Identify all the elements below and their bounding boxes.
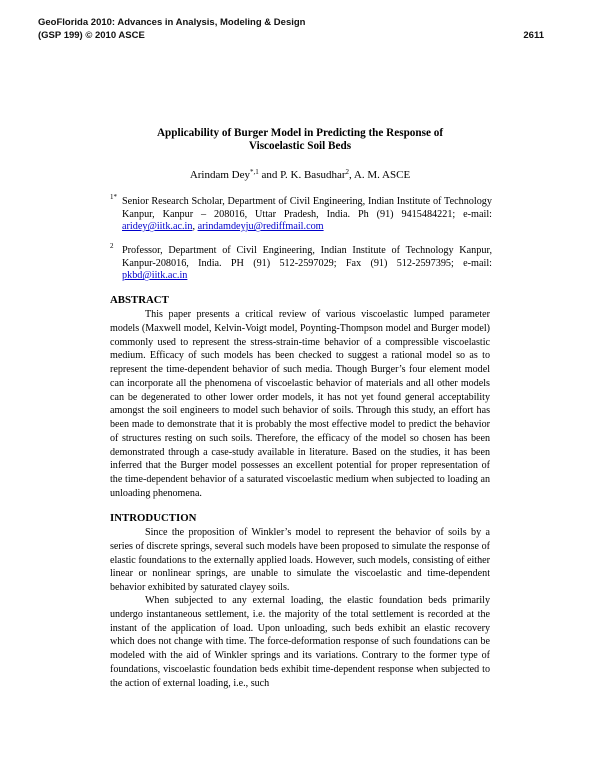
author-line <box>0 169 600 181</box>
email-separator: , <box>192 221 198 233</box>
author-1: Arindam Dey <box>189 169 250 181</box>
introduction-paragraph-2: When subjected to any external loading, the elastic foundation beds primarily undergo instantaneous settlement, i.e. the majority of the total settlement is recorded at the instant of the application of load. Upon unloading, such beds exhibit an elastic recovery which does not change with time. The force-deformation response of such foundations can be modeled with the aid of Winkler springs and its variations. Contrary to the former type of foundations, viscoelastic foundation beds exhibit time-dependent response when subjected to the action of external loading, i.e., such <box>110 595 490 689</box>
introduction-heading: INTRODUCTION <box>110 512 197 524</box>
author-suffix: , A. M. ASCE <box>349 169 411 181</box>
paper-title-line-1: Applicability of Burger Model in Predicting the Response of <box>156 127 444 139</box>
affiliation-2-marker: 2 <box>110 242 114 250</box>
author-2: and P. K. Basudhar <box>258 169 346 181</box>
introduction-paragraph-1: Since the proposition of Winkler’s model to represent the behavior of soils by a series of discrete springs, several such models have been proposed to simulate the response of elastic foundations to the externally applied loads. However, such models, consisting of either linear or nonlinear springs, are unable to simulate the viscoelastic and time-dependent behavior exhibited by saturated clayey soils. <box>110 527 490 593</box>
email-link-pkbd[interactable]: pkbd@iitk.ac.in <box>122 270 188 282</box>
author-2-marker: 2 <box>345 168 350 176</box>
abstract-text: This paper presents a critical review of various viscoelastic lumped parameter models (Maxwell model, Kelvin-Voigt model, Poynting-Thompson model and Burger model) commonly used to represent the stress-strain-time behavior of a compressible viscoelastic medium. Efficacy of such models has been checked to suggest a rational model so as to represent the time-dependent behavior of such media. Though Burger’s four element model can incorporate all the phenomena of viscoelastic behavior of materials and all other models can be degenerated to other lower order models, it has not yet found general acceptability amongst the soil engineers to model such behavior of soils. Through this study, an effort has been made to demonstrate that it is probably the most effective model to predict the behavior of structures resting on such soils. Therefore, the efficacy of the model so chosen has been demonstrated through a case-study available in literature. Based on the studies, it has been inferred that the Burger model possesses an excellent potential for proper representation of the time-dependent behavior of a saturated viscoelastic medium when subjected to loading an unloading phenomena. <box>110 309 490 499</box>
author-1-marker: *,1 <box>250 168 259 176</box>
email-link-arindamdeyju[interactable]: arindamdeyju@rediffmail.com <box>197 221 324 233</box>
affiliation-2 <box>122 245 492 283</box>
page-number: 2611 <box>523 30 544 41</box>
affiliation-1-text: Senior Research Scholar, Department of Civil Engineering, Indian Institute of Technology Kanpur, Kanpur – 208016, Uttar Pradesh, India. Ph (91) 9415484221; e-mail: <box>122 196 492 220</box>
journal-header: GeoFlorida 2010: Advances in Analysis, Modeling & Design <box>38 17 306 28</box>
paper-title-line-2: Viscoelastic Soil Beds <box>248 140 352 152</box>
abstract-heading: ABSTRACT <box>110 294 169 306</box>
affiliation-1 <box>122 196 492 234</box>
email-link-aridey[interactable]: aridey@iitk.ac.in <box>122 221 193 233</box>
affiliation-2-text: Professor, Department of Civil Engineering, Indian Institute of Technology Kanpur, Kanpur-208016, India. PH (91) 512-2597029; Fax (91) 512-2597395; e-mail: <box>122 245 492 269</box>
affiliation-1-marker: 1* <box>110 193 117 201</box>
copyright-header: (GSP 199) © 2010 ASCE <box>38 30 145 41</box>
